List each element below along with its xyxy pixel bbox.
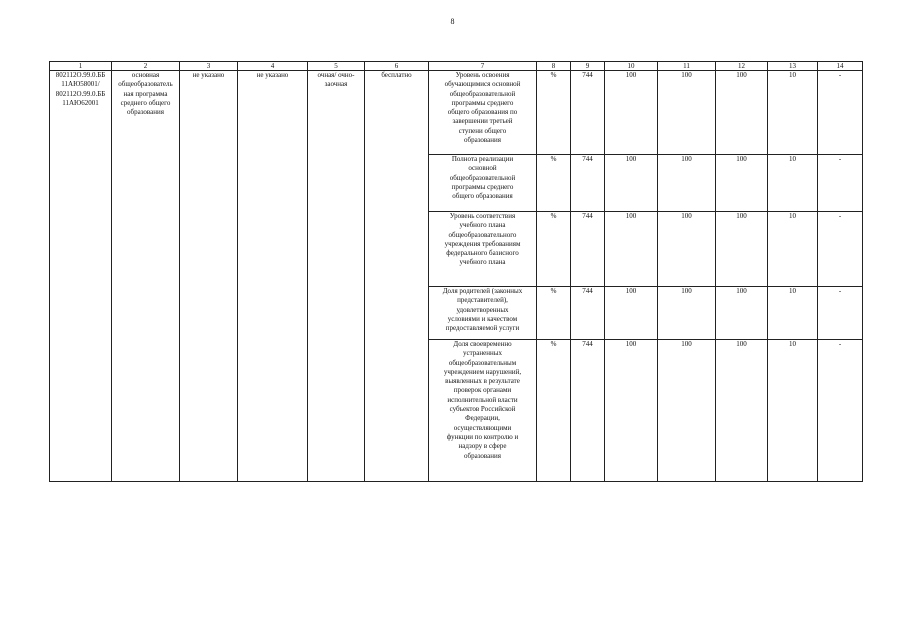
okei-cell: 744	[571, 287, 605, 340]
unit-cell: %	[537, 71, 571, 155]
okei-cell: 744	[571, 155, 605, 212]
deviation-value-cell: -	[818, 287, 863, 340]
indicator-name-cell: Доля родителей (законных представителей), удовлетворенных условиями и качеством предоставляемой услуги	[429, 287, 537, 340]
category-cell: не указано	[180, 71, 238, 482]
value-cell: 100	[658, 212, 716, 287]
column-header: 7	[429, 62, 537, 71]
column-header: 5	[308, 62, 365, 71]
value-cell: 100	[605, 71, 658, 155]
deviation-cell: 10	[768, 155, 818, 212]
value-cell: 100	[605, 212, 658, 287]
column-header: 13	[768, 62, 818, 71]
column-header: 1	[50, 62, 112, 71]
indicator-name-cell: Уровень освоения обучающимися основной общеобразовательной программы среднего общего образования по завершении третьей ступени общего образования	[429, 71, 537, 155]
value-cell: 100	[658, 71, 716, 155]
page-number: 8	[450, 17, 455, 26]
okei-cell: 744	[571, 71, 605, 155]
deviation-value-cell: -	[818, 212, 863, 287]
column-header: 10	[605, 62, 658, 71]
column-header: 12	[716, 62, 768, 71]
value-cell: 100	[605, 155, 658, 212]
value-cell: 100	[716, 71, 768, 155]
value-cell: 100	[658, 287, 716, 340]
deviation-value-cell: -	[818, 71, 863, 155]
deviation-value-cell: -	[818, 155, 863, 212]
program-cell: основная общеобразователь ная программа среднего общего образования	[112, 71, 180, 482]
unit-cell: %	[537, 287, 571, 340]
unit-cell: %	[537, 212, 571, 287]
column-number-row	[50, 62, 863, 71]
indicator-name-cell: Полнота реализации основной общеобразовательной программы среднего общего образования	[429, 155, 537, 212]
column-header: 11	[658, 62, 716, 71]
value-cell: 100	[716, 340, 768, 482]
column-header: 9	[571, 62, 605, 71]
value-cell: 100	[716, 287, 768, 340]
deviation-cell: 10	[768, 287, 818, 340]
form-cell: очная/ очно- заочная	[308, 71, 365, 482]
deviation-value-cell: -	[818, 340, 863, 482]
service-quality-table	[49, 61, 863, 482]
registry-number-cell: 802112О.99.0.ББ 11АЮ58001/ 802112О.99.0.ББ 11АЮ62001	[50, 71, 112, 482]
column-header: 8	[537, 62, 571, 71]
value-cell: 100	[605, 340, 658, 482]
value-cell: 100	[716, 212, 768, 287]
payment-cell: бесплатно	[365, 71, 429, 482]
value-cell: 100	[658, 340, 716, 482]
table-row	[50, 71, 863, 155]
column-header: 3	[180, 62, 238, 71]
deviation-cell: 10	[768, 340, 818, 482]
okei-cell: 744	[571, 212, 605, 287]
value-cell: 100	[716, 155, 768, 212]
indicator-name-cell: Доля своевременно устраненных общеобразовательным учреждением нарушений, выявленных в результате проверок органами исполнительной власти субъектов Российской Федерации, осуществляющими функции по контролю и надзору в сфере образования	[429, 340, 537, 482]
column-header: 4	[238, 62, 308, 71]
deviation-cell: 10	[768, 71, 818, 155]
deviation-cell: 10	[768, 212, 818, 287]
value-cell: 100	[658, 155, 716, 212]
column-header: 2	[112, 62, 180, 71]
unit-cell: %	[537, 155, 571, 212]
indicator-name-cell: Уровень соответствия учебного плана общеобразовательного учреждения требованиям федерального базисного учебного плана	[429, 212, 537, 287]
column-header: 14	[818, 62, 863, 71]
value-cell: 100	[605, 287, 658, 340]
place-cell: не указано	[238, 71, 308, 482]
unit-cell: %	[537, 340, 571, 482]
okei-cell: 744	[571, 340, 605, 482]
column-header: 6	[365, 62, 429, 71]
